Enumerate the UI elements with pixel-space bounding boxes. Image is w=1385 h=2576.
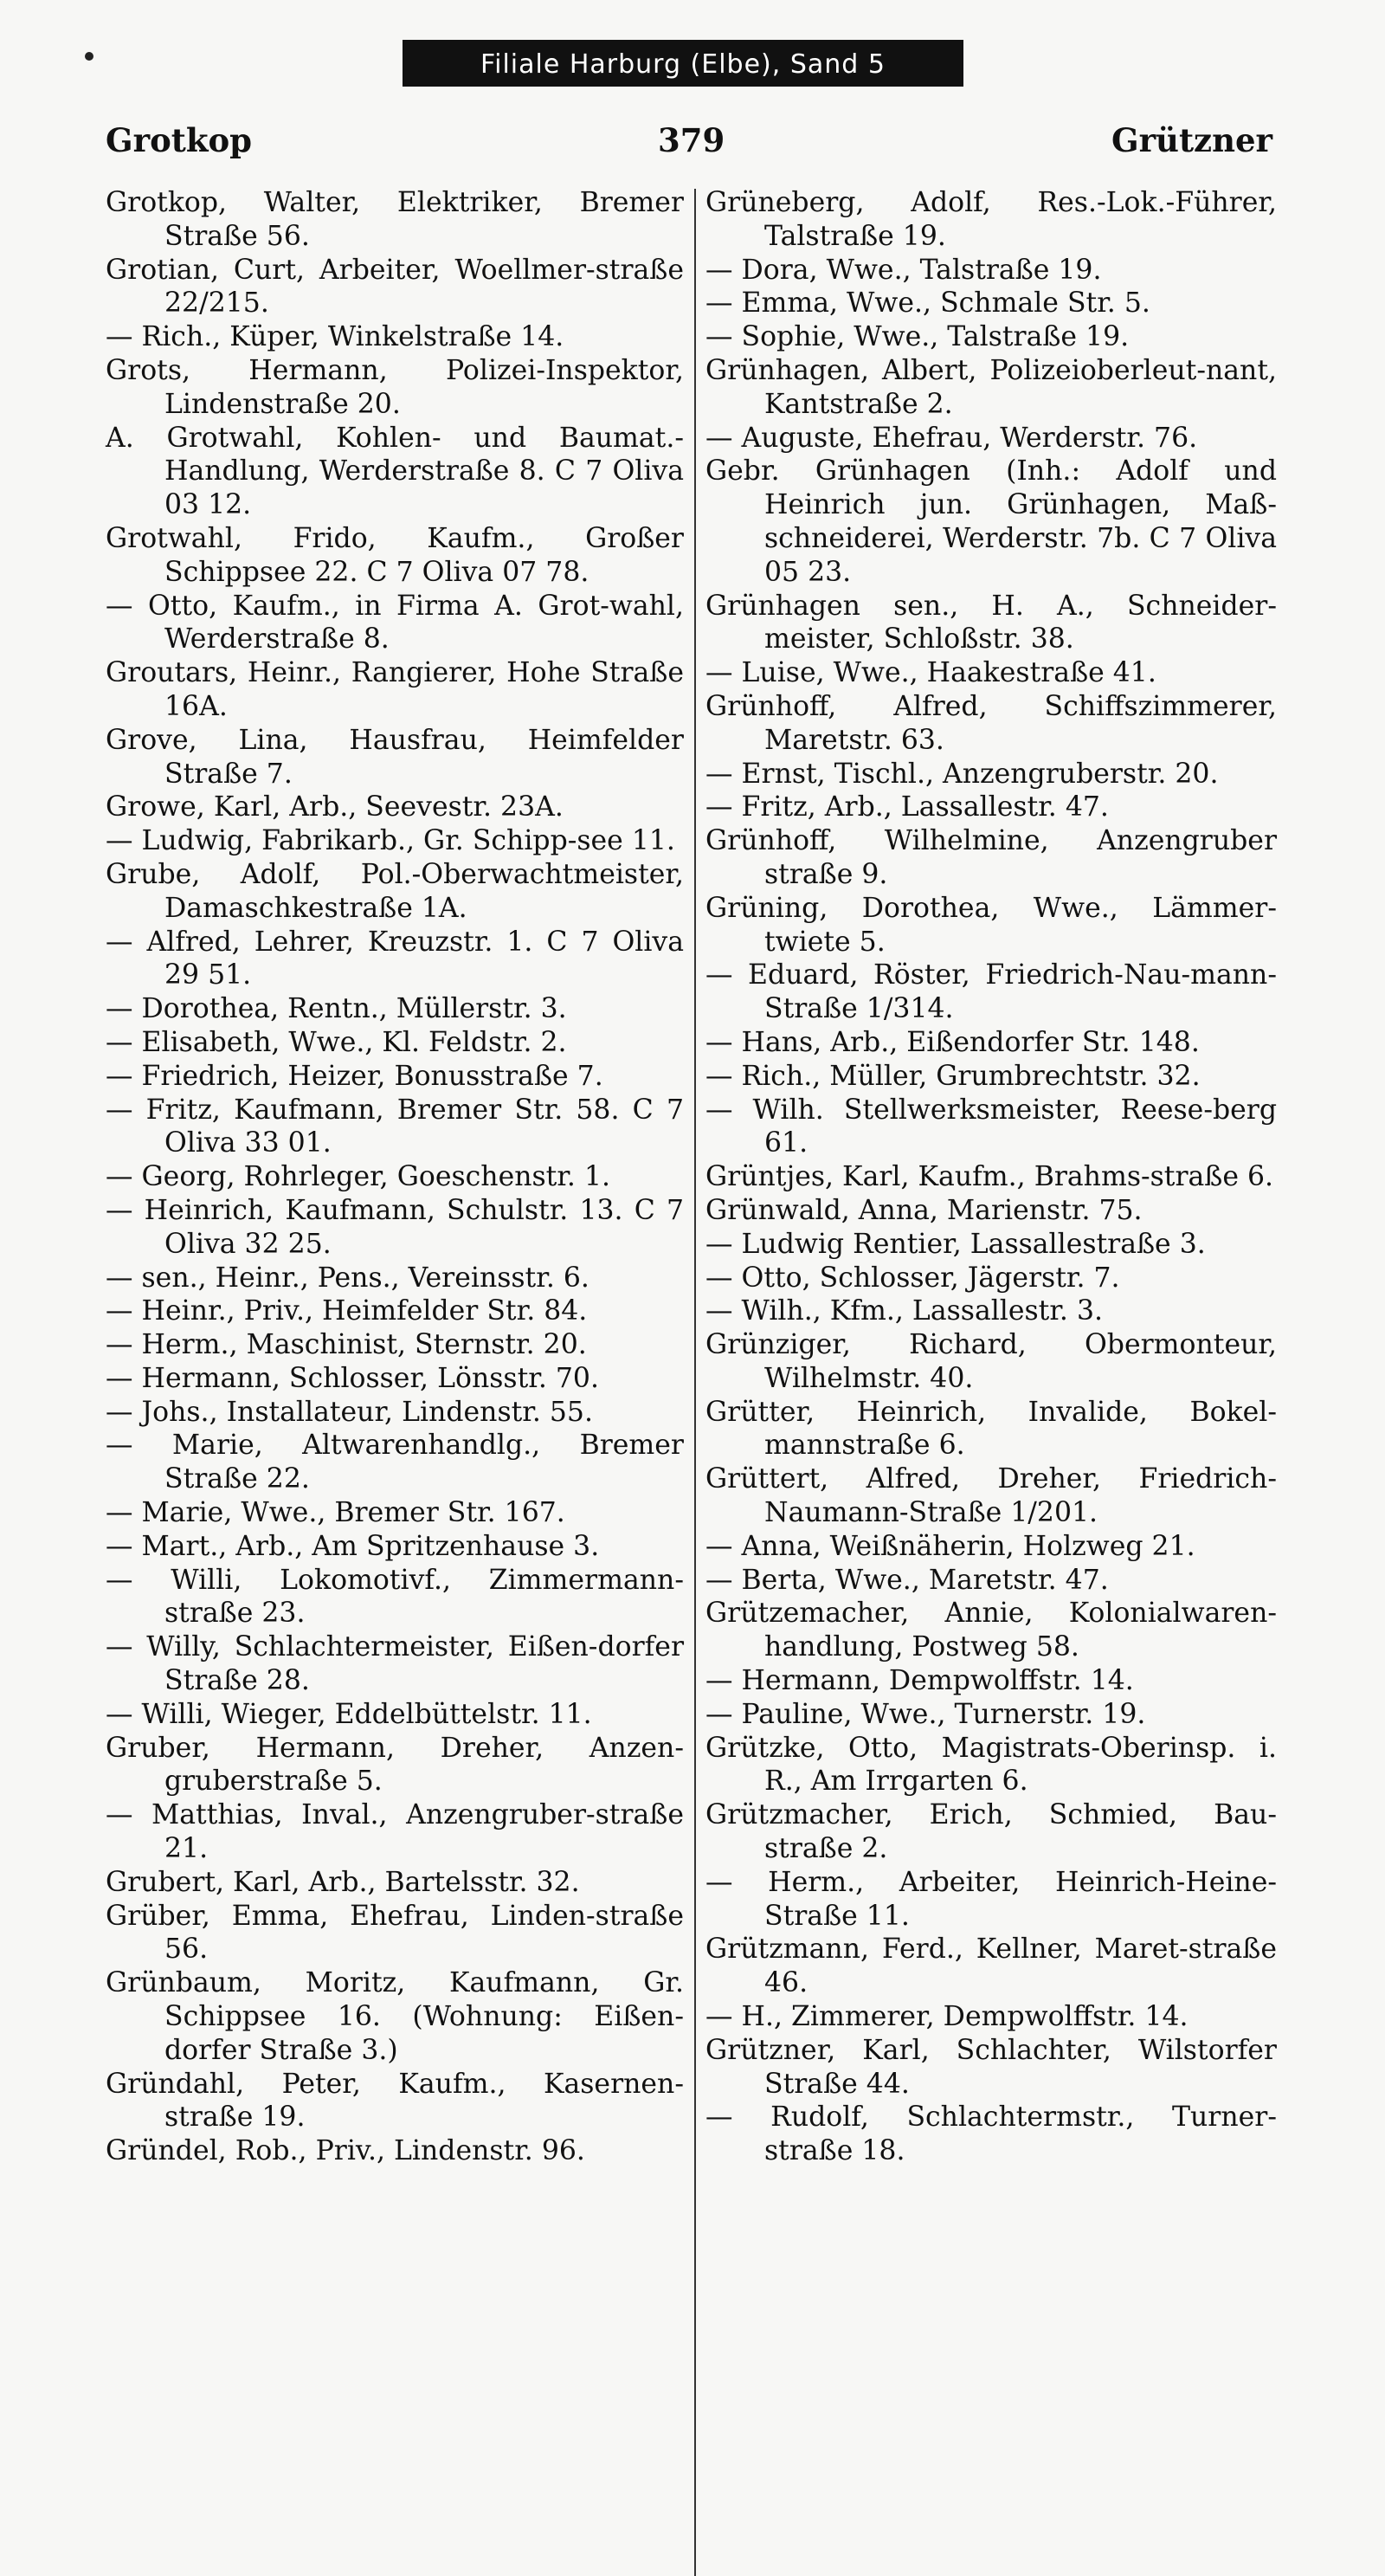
directory-entry: Grützmacher, Erich, Schmied, Bau-straße 2. [705,1799,1277,1865]
directory-entry: — Fritz, Kaufmann, Bremer Str. 58. C 7 Oliva 33 01. [106,1094,684,1159]
directory-entry: Grüneberg, Adolf, Res.-Lok.-Führer, Talstraße 19. [705,187,1277,252]
directory-entry: — Johs., Installateur, Lindenstr. 55. [106,1396,593,1428]
directory-entry: — Ernst, Tischl., Anzengruberstr. 20. [705,758,1219,790]
directory-entry: — Heinr., Priv., Heimfelder Str. 84. [106,1295,588,1327]
page-number: 379 [658,121,725,159]
directory-entry: Grubert, Karl, Arb., Bartelsstr. 32. [106,1866,580,1898]
directory-entry: A. Grotwahl, Kohlen- und Baumat.-Handlung, Werderstraße 8. C 7 Oliva 03 12. [106,422,684,521]
directory-entry: Grünziger, Richard, Obermonteur, Wilhelmstr. 40. [705,1329,1277,1394]
directory-entry: — Rudolf, Schlachtermstr., Turner-straße 18. [705,2101,1277,2167]
directory-entry: Grüttert, Alfred, Dreher, Friedrich-Naumann-Straße 1/201. [705,1463,1277,1529]
directory-entry: — Dora, Wwe., Talstraße 19. [705,254,1102,286]
directory-entry: Growe, Karl, Arb., Seevestr. 23A. [106,791,564,823]
directory-entry: — Herm., Maschinist, Sternstr. 20. [106,1329,587,1361]
directory-entry: — Friedrich, Heizer, Bonusstraße 7. [106,1060,603,1092]
directory-entry: — Marie, Altwarenhandlg., Bremer Straße 22. [106,1430,684,1495]
running-head-first-name: Grotkop [106,121,253,159]
directory-entry: Grotkop, Walter, Elektriker, Bremer Straße 56. [106,187,684,252]
directory-entry: — sen., Heinr., Pens., Vereinsstr. 6. [106,1262,589,1294]
directory-entry: — Mart., Arb., Am Spritzenhause 3. [106,1530,600,1562]
directory-entry: Grüntjes, Karl, Kaufm., Brahms-straße 6. [705,1161,1274,1193]
directory-entry: Grüning, Dorothea, Wwe., Lämmer-twiete 5. [705,892,1277,958]
directory-entry: Grünbaum, Moritz, Kaufmann, Gr. Schippsee 16. (Wohnung: Eißen-dorfer Straße 3.) [106,1967,684,2066]
directory-entry: Grünhagen, Albert, Polizeioberleut-nant, Kantstraße 2. [705,354,1277,420]
directory-entry: Grünwald, Anna, Marienstr. 75. [705,1194,1143,1226]
directory-entry: Gründahl, Peter, Kaufm., Kasernen-straße 19. [106,2068,684,2134]
directory-entry: — Herm., Arbeiter, Heinrich-Heine-Straße 11. [705,1866,1277,1932]
directory-entry: Gebr. Grünhagen (Inh.: Adolf und Heinrich jun. Grünhagen, Maß-schneiderei, Werderstr. 7b. C 7 Oliva 05 23. [705,455,1277,588]
directory-entry: Grünhoff, Alfred, Schiffszimmerer, Maretstr. 63. [705,690,1277,756]
right-column [705,186,1277,2168]
directory-entry: — Willi, Wieger, Eddelbüttelstr. 11. [106,1698,592,1730]
directory-entry: — Ludwig, Fabrikarb., Gr. Schipp-see 11. [106,825,675,857]
column-divider [694,189,696,2576]
directory-entry: — Georg, Rohrleger, Goeschenstr. 1. [106,1161,610,1193]
directory-entry: — Berta, Wwe., Maretstr. 47. [705,1564,1109,1596]
running-head-last-name: Grützner [1111,121,1272,159]
directory-entry: — Heinrich, Kaufmann, Schulstr. 13. C 7 Oliva 32 25. [106,1194,684,1260]
directory-entry: Grube, Adolf, Pol.-Oberwachtmeister, Damaschkestraße 1A. [106,858,684,924]
directory-entry: — Willi, Lokomotivf., Zimmermann-straße 23. [106,1564,684,1630]
directory-entry: — Rich., Müller, Grumbrechtstr. 32. [705,1060,1201,1092]
directory-entry: Grützke, Otto, Magistrats-Oberinsp. i. R., Am Irrgarten 6. [705,1732,1277,1798]
directory-entry: Grots, Hermann, Polizei-Inspektor, Lindenstraße 20. [106,354,684,420]
directory-entry: — Auguste, Ehefrau, Werderstr. 76. [705,422,1198,454]
directory-entry: — Otto, Kaufm., in Firma A. Grot-wahl, Werderstraße 8. [106,590,684,655]
directory-entry: — Dorothea, Rentn., Müllerstr. 3. [106,993,567,1025]
directory-entry: — Anna, Weißnäherin, Holzweg 21. [705,1530,1195,1562]
directory-entry: Grüber, Emma, Ehefrau, Linden-straße 56. [106,1900,684,1966]
directory-entry: — Matthias, Inval., Anzengruber-straße 21. [106,1799,684,1865]
directory-entry: Gründel, Rob., Priv., Lindenstr. 96. [106,2135,585,2167]
directory-entry: — Emma, Wwe., Schmale Str. 5. [705,287,1150,320]
directory-entry: — Luise, Wwe., Haakestraße 41. [705,657,1156,689]
directory-entry: — Wilh., Kfm., Lassallestr. 3. [705,1295,1104,1327]
directory-entry: Groutars, Heinr., Rangierer, Hohe Straße 16A. [106,657,684,722]
directory-entry: — Rich., Küper, Winkelstraße 14. [106,321,564,353]
left-column [106,186,684,2168]
directory-entry: — Alfred, Lehrer, Kreuzstr. 1. C 7 Oliva 29 51. [106,926,684,991]
directory-entry: — Otto, Schlosser, Jägerstr. 7. [705,1262,1120,1294]
directory-entry: Grove, Lina, Hausfrau, Heimfelder Straße 7. [106,724,684,790]
directory-entry: Grünhoff, Wilhelmine, Anzengruber straße 9. [705,825,1277,890]
directory-entry: Grützner, Karl, Schlachter, Wilstorfer Straße 44. [705,2034,1277,2100]
branch-banner: Filiale Harburg (Elbe), Sand 5 [403,40,963,87]
directory-entry: Grütter, Heinrich, Invalide, Bokel-mannstraße 6. [705,1396,1277,1462]
directory-entry: Gruber, Hermann, Dreher, Anzen-gruberstraße 5. [106,1732,684,1798]
directory-entry: — Marie, Wwe., Bremer Str. 167. [106,1497,565,1529]
directory-entry: — Willy, Schlachtermeister, Eißen-dorfer Straße 28. [106,1631,684,1697]
directory-entry: Grützmann, Ferd., Kellner, Maret-straße 46. [705,1934,1277,1999]
directory-entry: Grünhagen sen., H. A., Schneider-meister, Schloßstr. 38. [705,590,1277,655]
directory-entry: Grotwahl, Frido, Kaufm., Großer Schippsee 22. C 7 Oliva 07 78. [106,522,684,588]
directory-entry: — Fritz, Arb., Lassallestr. 47. [705,791,1109,823]
directory-entry: — Ludwig Rentier, Lassallestraße 3. [705,1228,1206,1260]
directory-entry: — Hans, Arb., Eißendorfer Str. 148. [705,1026,1200,1058]
directory-entry: — Hermann, Dempwolffstr. 14. [705,1665,1134,1697]
directory-entry: — H., Zimmerer, Dempwolffstr. 14. [705,2001,1189,2033]
directory-entry: — Eduard, Röster, Friedrich-Nau-mann-Straße 1/314. [705,959,1277,1025]
directory-entry: — Elisabeth, Wwe., Kl. Feldstr. 2. [106,1026,567,1058]
directory-entry: — Wilh. Stellwerksmeister, Reese-berg 61. [705,1094,1277,1159]
directory-entry: Grützemacher, Annie, Kolonialwaren-handlung, Postweg 58. [705,1598,1277,1663]
directory-entry: — Hermann, Schlosser, Lönsstr. 70. [106,1362,599,1394]
directory-entry: — Pauline, Wwe., Turnerstr. 19. [705,1698,1146,1730]
ink-speck [85,52,93,61]
directory-entry: — Sophie, Wwe., Talstraße 19. [705,321,1130,353]
directory-entry: Grotian, Curt, Arbeiter, Woellmer-straße 22/215. [106,254,684,320]
